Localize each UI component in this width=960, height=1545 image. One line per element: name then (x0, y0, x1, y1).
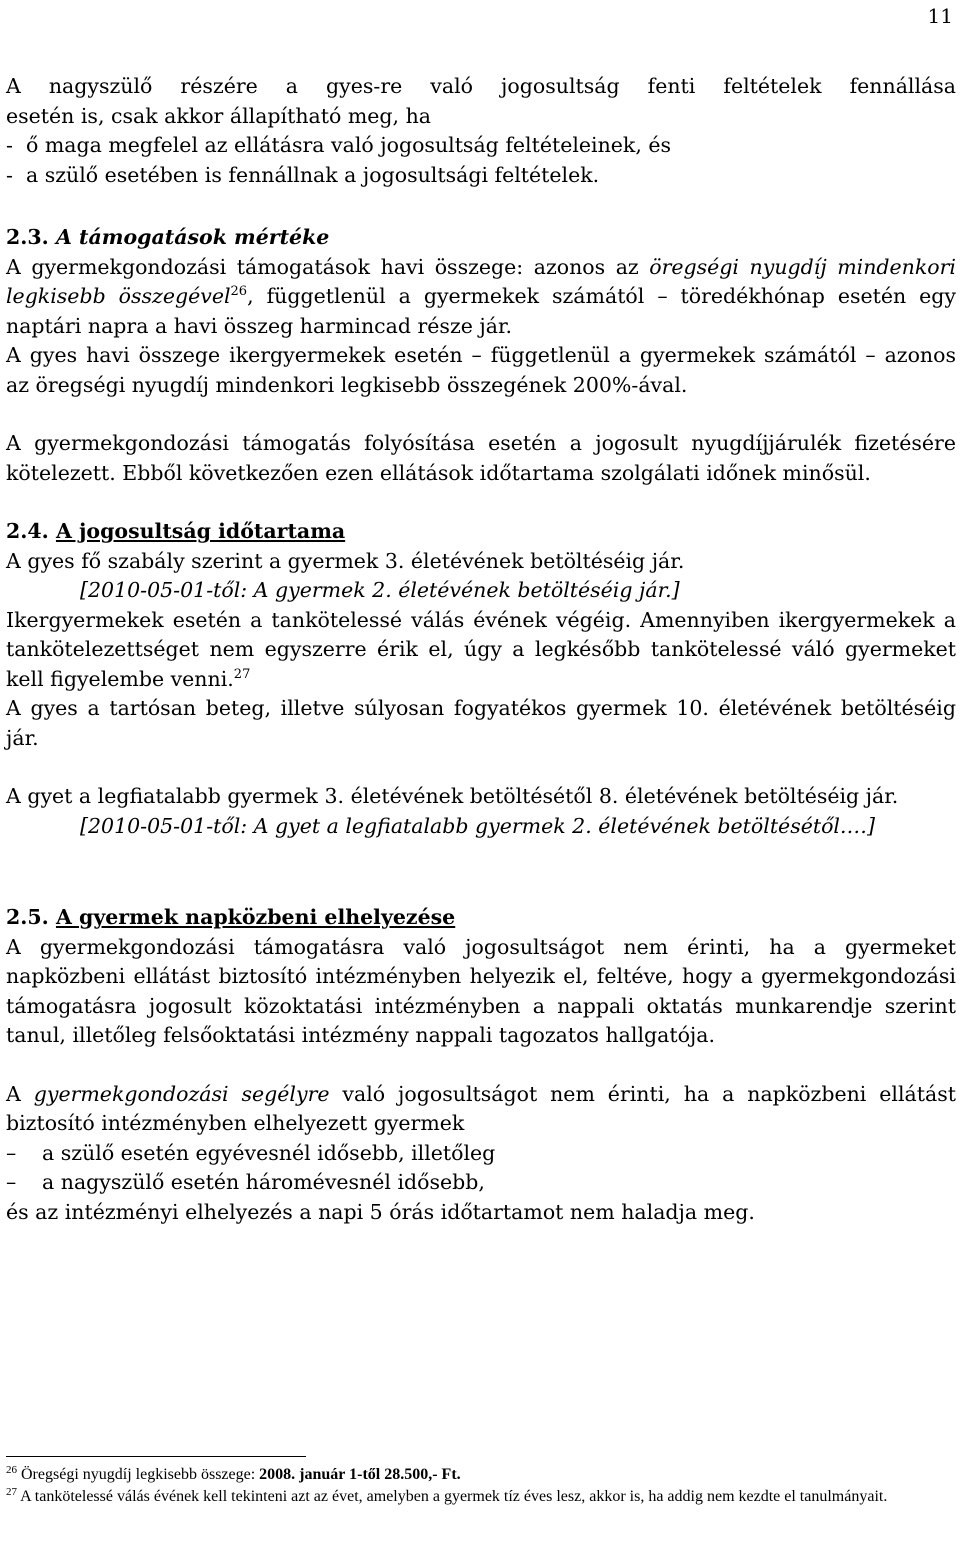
section-2-4-paragraph-4: A gyet a legfiatalabb gyermek 3. életévének betöltésétől 8. életévének betöltéséig jár. (6, 784, 899, 808)
intro-bullet-1: - ő maga megfelel az ellátásra való jogosultság feltételeinek, és (6, 133, 672, 157)
section-2-5-paragraph-2 (6, 1080, 956, 1139)
intro-line-2: esetén is, csak akkor állapítható meg, ha (6, 103, 432, 128)
footnote-separator (6, 1456, 306, 1457)
section-2-4-heading (6, 517, 956, 547)
section-2-4-paragraph-3: A gyes a tartósan beteg, illetve súlyosan fogyatékos gyermek 10. életévének betöltéséig jár. (6, 696, 956, 750)
s24-p2-text: Ikergyermekek esetén a tankötelessé válás évének végéig. Amennyiben ikergyermekek a tankötelezettséget nem egyszerre érik el, úgy a legkésőbb tankötelessé váló gyermeket kell figyelembe venni. (6, 607, 956, 691)
footnote-27-text: A tankötelessé válás évének kell tekinteni azt az évet, amelyben a gyermek tíz éves lesz, akkor is, ha addig nem kezdte el tanulmányait. (17, 1488, 888, 1505)
intro-bullet-2: - a szülő esetében is fennállnak a jogosultsági feltételek. (6, 162, 600, 187)
section-2-3-paragraph-3: A gyermekgondozási támogatás folyósítása esetén a jogosult nyugdíjjárulék fizetésére kötelezett. Ebből következően ezen ellátások időtartama szolgálati időnek minősül. (6, 431, 956, 485)
section-2-4-paragraph-1: A gyes fő szabály szerint a gyermek 3. életévének betöltéséig jár. (6, 548, 685, 573)
footnote-26-number: 26 (6, 1464, 17, 1476)
dash-bullet: – (6, 1140, 17, 1165)
section-2-3-title: A támogatások mértéke (55, 225, 330, 249)
footnotes (6, 1464, 956, 1508)
s23-p1-emphasis: öregségi nyugdíj mindenkori legkisebb összegével (6, 254, 956, 308)
dash-list-item-text: a szülő esetén egyévesnél idősebb, illetőleg (42, 1140, 496, 1165)
footnote-26-text: Öregségi nyugdíj legkisebb összege: (17, 1466, 260, 1483)
footnote-26-bold-text: 2008. január 1-től 28.500,- Ft. (259, 1466, 461, 1483)
section-2-4-title: A jogosultság időtartama (55, 519, 346, 543)
s25-p2-start: A (6, 1081, 34, 1106)
section-2-5-paragraph-3: és az intézményi elhelyezés a napi 5 órás időtartamot nem haladja meg. (6, 1199, 755, 1224)
section-2-4-amendment-1: [2010-05-01-től: A gyermek 2. életévének betöltéséig jár.] (80, 578, 680, 602)
s23-p1-start: A gyermekgondozási támogatások havi összege: azonos az (6, 254, 650, 279)
section-2-4-number: 2.4. (6, 519, 49, 543)
section-2-5-heading (6, 903, 956, 933)
section-2-4-paragraph-2 (6, 606, 956, 695)
footnote-27 (6, 1486, 956, 1508)
section-2-3-heading (6, 223, 956, 253)
document-body (6, 72, 956, 1227)
s23-p1-end: , függetlenül a gyermekek számától – töredékhónap esetén egy naptári napra a havi összeg harmincad része jár. (6, 284, 956, 338)
s25-p2-end: való jogosultságot nem érinti, ha a napközbeni ellátást biztosító intézményben elhelyezett gyermek (6, 1081, 956, 1135)
s25-p2-emphasis: gyermekgondozási segélyre (33, 1081, 330, 1106)
footnote-26 (6, 1464, 956, 1486)
footnote-27-number: 27 (6, 1486, 17, 1498)
footnote-ref-26: 26 (230, 284, 248, 299)
section-2-3-paragraph-1 (6, 253, 956, 342)
section-2-3-number: 2.3. (6, 225, 49, 249)
intro-line-1: A nagyszülő részére a gyes-re való jogosultság fenti feltételek fennállása (6, 74, 956, 98)
section-2-3-paragraph-2: A gyes havi összege ikergyermekek esetén – függetlenül a gyermekek számától – azonos az öregségi nyugdíj mindenkori legkisebb összegének 200%-ával. (6, 343, 956, 397)
dash-list-item-text: a nagyszülő esetén háromévesnél idősebb, (42, 1170, 485, 1194)
dash-list-item (6, 1139, 956, 1169)
section-2-5-paragraph-1: A gyermekgondozási támogatásra való jogosultságot nem érinti, ha a gyermeket napközbeni ellátást biztosító intézményben helyezik el, feltéve, hogy a gyermekgondozási támogatásra jogosult közoktatási intézményben a nappali oktatás munkarendje szerint tanul, illetőleg felsőoktatási intézmény nappali tagozatos hallgatója. (6, 934, 956, 1047)
section-2-5-title: A gyermek napközbeni elhelyezése (55, 905, 456, 929)
dash-list-item (6, 1168, 956, 1198)
footnote-ref-27: 27 (233, 666, 251, 682)
page-number: 11 (927, 4, 953, 28)
section-2-5-number: 2.5. (6, 905, 49, 929)
dash-bullet: – (6, 1170, 17, 1194)
section-2-4-amendment-2: [2010-05-01-től: A gyet a legfiatalabb gyermek 2. életévének betöltésétől.…] (80, 813, 875, 838)
